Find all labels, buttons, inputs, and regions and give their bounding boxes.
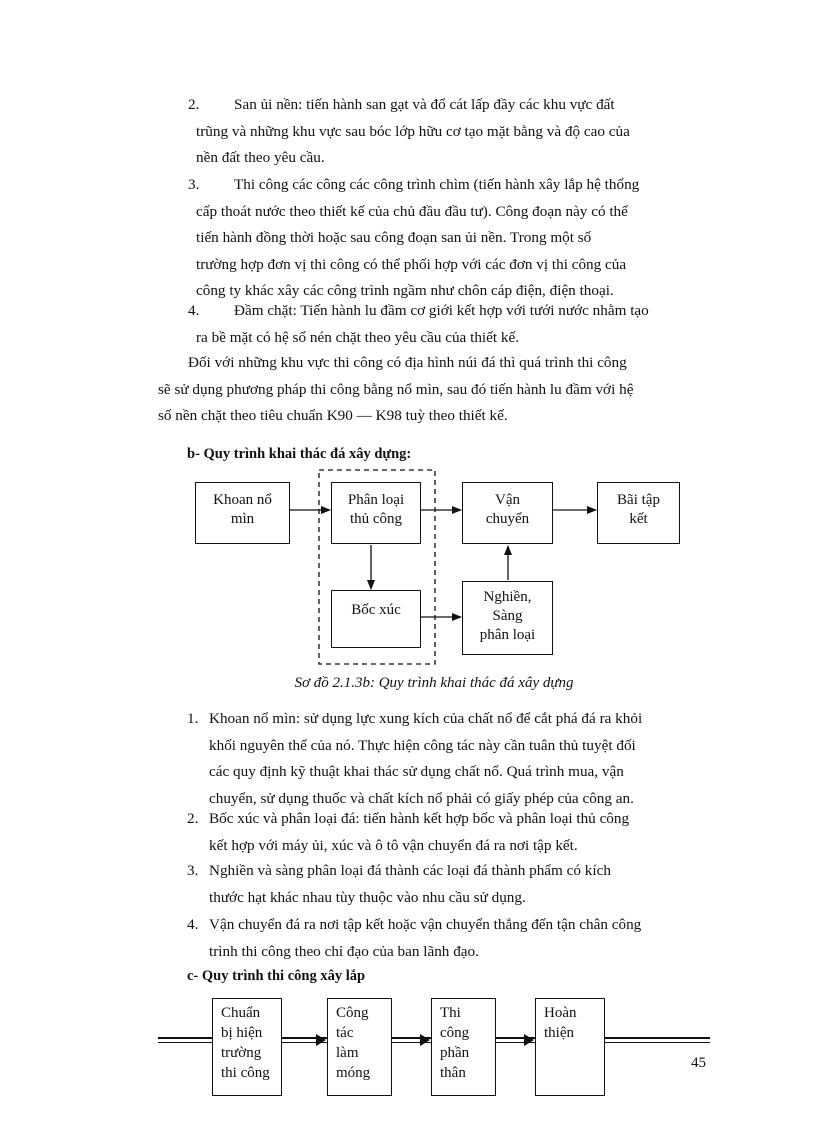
box-bai-tap-ket: [597, 482, 680, 544]
box-phan-loai-thu-cong: [331, 482, 421, 544]
text-line: kết hợp với máy ủi, xúc và ô tô vận chuyển đá ra nơi tập kết.: [209, 836, 578, 854]
box-label: chuyển: [485, 511, 530, 527]
page-number: 45: [691, 1055, 706, 1071]
list-number: 1.: [187, 710, 199, 727]
box-label: Thi: [440, 1005, 461, 1021]
box-label: tác: [336, 1025, 354, 1041]
text-line: số nền chặt theo tiêu chuẩn K90 — K98 tuỳ theo thiết kế.: [158, 407, 508, 424]
box-label: Sàng: [492, 608, 523, 624]
box-label: mìn: [230, 511, 255, 527]
box-label: phân loại: [479, 627, 536, 643]
box-label: kết: [629, 511, 648, 527]
box-label: Nghiền,: [483, 589, 532, 605]
arrow-c-2: [420, 1034, 430, 1046]
text-line: thước hạt khác nhau tùy thuộc vào nhu cầu sử dụng.: [209, 888, 526, 906]
text-line: sẽ sử dụng phương pháp thi công bằng nổ mìn, sau đó tiến hành lu đầm với hệ: [158, 380, 634, 398]
text-line: San ủi nền: tiến hành san gạt và đổ cát lấp đầy các khu vực đất: [234, 96, 615, 113]
box-label: Công: [336, 1005, 369, 1021]
list-number: 3.: [187, 862, 199, 879]
arrow-c-1: [316, 1034, 326, 1046]
list-number: 3.: [188, 176, 200, 193]
box-label: Vận: [495, 492, 520, 508]
text-line: Bốc xúc và phân loại đá: tiến hành kết hợp bốc và phân loại thủ công: [209, 810, 630, 827]
box-label: Bốc xúc: [351, 602, 401, 618]
text-line: Nghiền và sàng phân loại đá thành các loại đá thành phẩm có kích: [209, 862, 611, 879]
box-boc-xuc: [331, 590, 421, 648]
text-line: công ty khác xây các công trình ngầm như chôn cáp điện, điện thoại.: [196, 282, 614, 299]
box-label: Khoan nổ: [213, 492, 272, 508]
box-label: Chuẩn: [221, 1005, 261, 1021]
box-label: làm: [336, 1045, 359, 1061]
box-cong-tac: [327, 998, 392, 1096]
section-heading: b- Quy trình khai thác đá xây dựng:: [187, 446, 412, 462]
box-van-chuyen: [462, 482, 553, 544]
box-label: thiện: [544, 1025, 574, 1041]
text-line: trường hợp đơn vị thi công có thể phối hợp với các đơn vị thi công của: [196, 255, 627, 273]
list-number: 4.: [187, 916, 199, 933]
box-label: công: [440, 1025, 470, 1041]
text-line: ra bề mặt có hệ số nén chặt theo yêu cầu của thiết kế.: [196, 328, 520, 346]
text-line: Khoan nổ mìn: sử dụng lực xung kích của chất nổ để cắt phá đá ra khỏi: [209, 710, 643, 727]
text-line: Đầm chặt: Tiến hành lu đầm cơ giới kết hợp với tưới nước nhằm tạo: [234, 302, 649, 319]
box-label: phần: [440, 1045, 470, 1061]
box-label: thân: [440, 1065, 466, 1081]
box-label: móng: [336, 1065, 371, 1081]
text-line: cấp thoát nước theo thiết kế của chủ đầu đầu tư). Công đoạn này có thể: [196, 202, 628, 220]
section-heading: c- Quy trình thi công xây lắp: [187, 968, 366, 984]
box-thi-cong: [431, 998, 496, 1096]
list-number: 2.: [188, 96, 200, 113]
text-line: trình thi công theo chỉ đạo của ban lãnh đạo.: [209, 942, 479, 960]
box-khoan-no-min: [195, 482, 290, 544]
figure-caption: Sơ đồ 2.1.3b: Quy trình khai thác đá xây dựng: [294, 675, 574, 691]
text-line: tiến hành đồng thời hoặc sau công đoạn san ủi nền. Trong một số: [196, 229, 592, 246]
box-label: Bãi tập: [617, 492, 660, 508]
text-line: trũng và những khu vực sau bóc lớp hữu cơ tạo mặt bằng và độ cao của: [196, 122, 630, 140]
text-line: Đối với những khu vực thi công có địa hình núi đá thì quá trình thi công: [188, 354, 627, 371]
list-number: 2.: [187, 810, 199, 827]
box-label: trường: [221, 1045, 262, 1061]
box-nghien-sang: [462, 581, 553, 655]
box-hoan-thien: [535, 998, 605, 1096]
text-line: các quy định kỹ thuật khai thác sử dụng chất nổ. Quá trình mua, vận: [209, 763, 624, 780]
text-line: Vận chuyển đá ra nơi tập kết hoặc vận chuyển thẳng đến tận chân công: [209, 916, 642, 933]
text-line: Thi công các công các công trình chìm (tiến hành xây lắp hệ thống: [234, 176, 640, 193]
box-label: Hoàn: [544, 1005, 577, 1021]
box-chuan-bi: [212, 998, 282, 1096]
list-number: 4.: [188, 302, 200, 319]
box-label: thủ công: [349, 511, 403, 527]
text-line: nền đất theo yêu cầu.: [196, 149, 325, 166]
arrow-c-3: [524, 1034, 534, 1046]
box-label: Phân loại: [347, 492, 405, 508]
text-line: khối nguyên thể của nó. Thực hiện công tác này cần tuân thủ tuyệt đối: [209, 736, 636, 754]
box-label: thi công: [221, 1065, 270, 1081]
text-line: chuyển, sử dụng thuốc và chất kích nổ phải có giấy phép của công an.: [209, 789, 634, 807]
box-label: bị hiện: [221, 1025, 263, 1041]
